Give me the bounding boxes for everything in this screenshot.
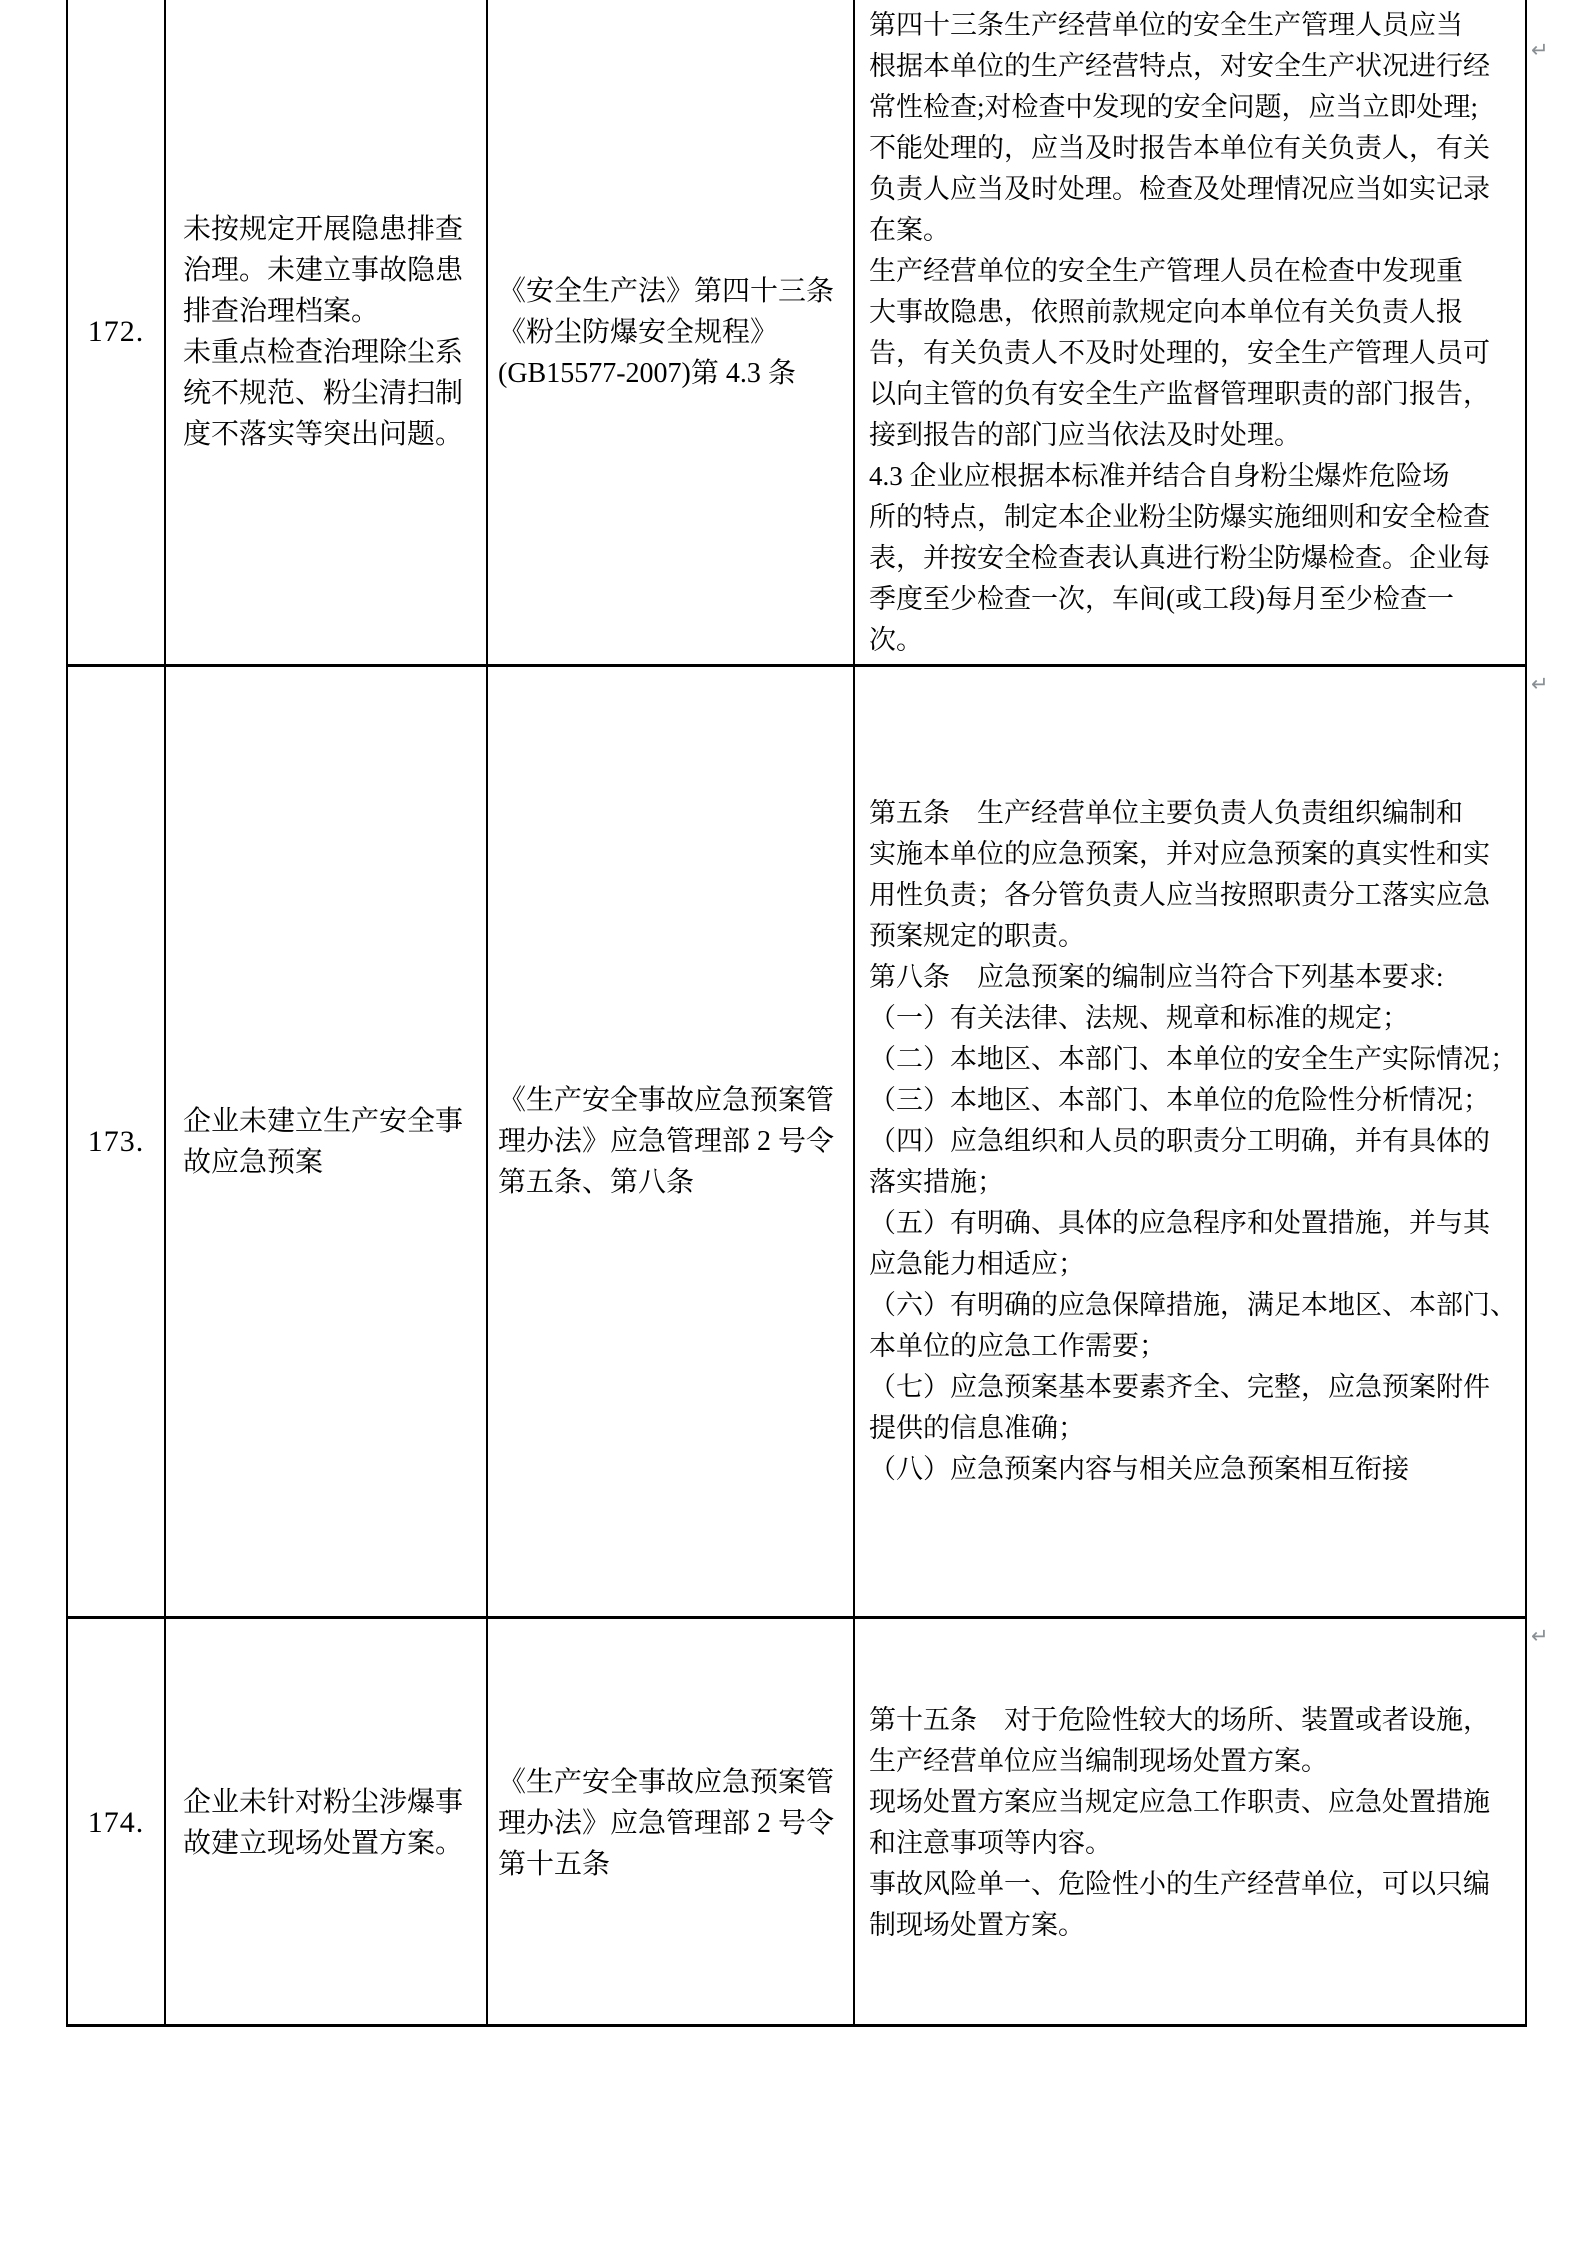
text-line: 本单位的应急工作需要； (869, 1331, 1166, 1361)
text-line: 制现场处置方案。 (869, 1910, 1085, 1940)
text-line: 接到报告的部门应当依法及时处理。 (869, 420, 1301, 450)
text-line: 用性负责；各分管负责人应当按照职责分工落实应急 (869, 880, 1490, 910)
text-line: 理办法》应急管理部 2 号令 (498, 1807, 835, 1839)
text-line: 常性检查;对检查中发现的安全问题，应当立即处理; (869, 92, 1479, 122)
text-line: 生产经营单位应当编制现场处置方案。 (869, 1746, 1328, 1776)
text-line: （四）应急组织和人员的职责分工明确，并有具体的 (869, 1126, 1490, 1156)
provision-cell (855, 0, 1525, 667)
provision-cell (855, 1619, 1525, 2027)
text-line: 第十五条 对于危险性较大的场所、装置或者设施， (869, 1705, 1490, 1735)
provision-cell (855, 667, 1525, 1619)
text-line: 生产经营单位的安全生产管理人员在检查中发现重 (869, 256, 1463, 286)
text-line: 落实措施； (869, 1167, 1004, 1197)
text-line: 第五条、第八条 (498, 1167, 695, 1198)
text-line: 以向主管的负有安全生产监督管理职责的部门报告， (869, 379, 1490, 409)
text-line: 表，并按安全检查表认真进行粉尘防爆检查。企业每 (869, 543, 1490, 573)
text-line: （八）应急预案内容与相关应急预案相互衔接 (869, 1454, 1409, 1484)
text-line: 第四十三条生产经营单位的安全生产管理人员应当 (869, 10, 1463, 40)
issue-cell (166, 0, 488, 667)
row-number-cell (68, 1619, 166, 2027)
text-line: 未重点检查治理除尘系 (183, 337, 464, 368)
text-line: 和注意事项等内容。 (869, 1828, 1112, 1858)
text-line: 第十五条 (498, 1848, 611, 1880)
text-line: 次。 (869, 625, 923, 655)
legal-basis-cell (488, 0, 855, 667)
text-line: 4.3 企业应根据本标准并结合自身粉尘爆炸危险场 (869, 461, 1450, 491)
text-line: 故应急预案 (183, 1146, 324, 1178)
text-line: 事故风险单一、危险性小的生产经营单位，可以只编 (869, 1869, 1490, 1899)
text-line: 《生产安全事故应急预案管 (498, 1766, 835, 1798)
text-line: (GB15577-2007)第 4.3 条 (498, 357, 796, 389)
text-line: 《粉尘防爆安全规程》 (498, 316, 779, 348)
text-line: 预案规定的职责。 (869, 921, 1085, 951)
text-line: 《生产安全事故应急预案管 (498, 1085, 835, 1116)
row-number: 173. (87, 1124, 145, 1158)
text-line: 第八条 应急预案的编制应当符合下列基本要求: (869, 962, 1444, 992)
text-line: （五）有明确、具体的应急程序和处置措施，并与其 (869, 1208, 1490, 1238)
text-line: 排查治理档案。 (183, 296, 380, 327)
text-line: （六）有明确的应急保障措施，满足本地区、本部门、 (869, 1290, 1517, 1320)
row-number-cell (68, 667, 166, 1619)
text-line: 企业未建立生产安全事 (183, 1105, 464, 1137)
text-line: 告，有关负责人不及时处理的，安全生产管理人员可 (869, 338, 1490, 368)
text-line: 在案。 (869, 215, 950, 245)
text-line: 不能处理的，应当及时报告本单位有关负责人，有关 (869, 133, 1490, 163)
row-number: 172. (87, 315, 145, 348)
text-line: 统不规范、粉尘清扫制 (183, 378, 464, 409)
text-line: 季度至少检查一次，车间(或工段)每月至少检查一 (869, 584, 1454, 614)
text-line: 未按规定开展隐患排查 (183, 214, 464, 245)
text-line: 度不落实等突出问题。 (183, 419, 464, 450)
text-line: （二）本地区、本部门、本单位的安全生产实际情况； (869, 1044, 1517, 1074)
text-line: 大事故隐患，依照前款规定向本单位有关负责人报 (869, 297, 1463, 327)
text-line: 应急能力相适应； (869, 1249, 1085, 1279)
text-line: 所的特点，制定本企业粉尘防爆实施细则和安全检查 (869, 502, 1490, 532)
text-line: 故建立现场处置方案。 (183, 1828, 464, 1859)
text-line: 实施本单位的应急预案，并对应急预案的真实性和实 (869, 839, 1490, 869)
paragraph-mark-icon: ↵ (1531, 672, 1549, 696)
legal-basis-cell (488, 1619, 855, 2027)
text-line: 企业未针对粉尘涉爆事 (183, 1787, 464, 1818)
text-line: 现场处置方案应当规定应急工作职责、应急处置措施 (869, 1787, 1490, 1817)
text-line: 第五条 生产经营单位主要负责人负责组织编制和 (869, 798, 1463, 828)
row-number: 174. (87, 1806, 145, 1839)
text-line: 提供的信息准确； (869, 1413, 1085, 1443)
text-line: （三）本地区、本部门、本单位的危险性分析情况； (869, 1085, 1490, 1115)
row-number-cell (68, 0, 166, 667)
text-line: 理办法》应急管理部 2 号令 (498, 1126, 835, 1157)
paragraph-mark-icon: ↵ (1531, 38, 1549, 62)
paragraph-mark-icon: ↵ (1531, 1624, 1549, 1648)
text-line: 《安全生产法》第四十三条 (498, 275, 835, 307)
legal-basis-cell (488, 667, 855, 1619)
text-line: （七）应急预案基本要素齐全、完整，应急预案附件 (869, 1372, 1490, 1402)
text-line: 根据本单位的生产经营特点，对安全生产状况进行经 (869, 51, 1490, 81)
text-line: 治理。未建立事故隐患 (183, 255, 464, 286)
regulation-table (66, 0, 1527, 2027)
text-line: 负责人应当及时处理。检查及处理情况应当如实记录 (869, 174, 1490, 204)
text-line: （一）有关法律、法规、规章和标准的规定； (869, 1003, 1409, 1033)
issue-cell (166, 667, 488, 1619)
issue-cell (166, 1619, 488, 2027)
